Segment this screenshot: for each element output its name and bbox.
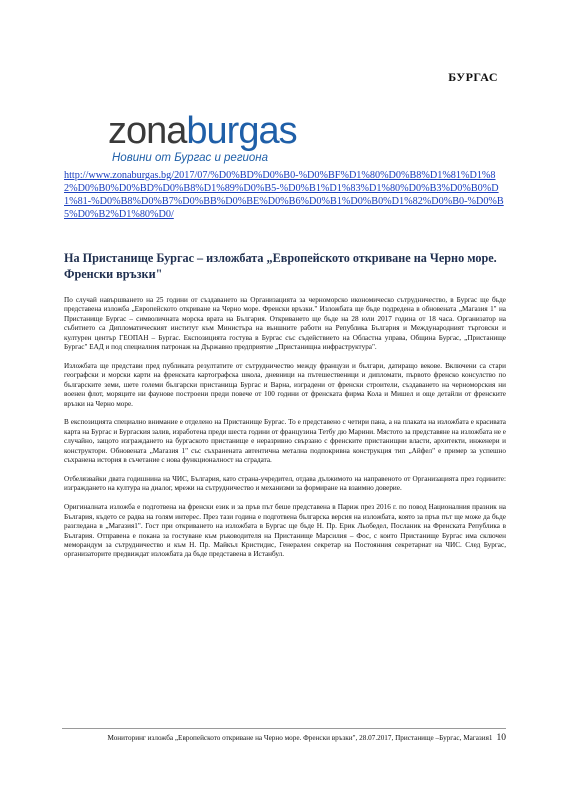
logo-tagline: Новини от Бургас и региона <box>112 152 269 164</box>
footer-divider <box>62 728 506 729</box>
article-body <box>64 296 506 569</box>
logo-wordmark <box>108 112 308 150</box>
article-paragraph: По случай навършването на 25 години от създаването на Организацията за черноморско икономическо сътрудничество, в Бургас ще бъде представена изложба „Европейското откриване на Черно море. Френски връзки." Изложбата ще бъде подредена в обновената „Магазия 1" на Пристанище Бургас – символичната морска врата на България. Откриването ще бъде на 28 юли 2017 година от 18 часа. Организатор на събитието са Дипломатическият институт към Министъра на външните работи на Република България и Международният търговски и културен център ГЕОПАН – Бургас. Експозицията гостува в Бургас със съдействието на Областна управа, Община Бургас, „Пристанище Бургас" ЕАД и под специалния патронаж на Държавно предприятие „Пристанищна инфраструктура". <box>64 296 506 352</box>
article-paragraph: Оригиналната изложба е подготвена на френски език и за пръв път беше представена в Париж през 2016 г. по повод Националния празник на България, където се радва на голям интерес. През тази година е подготвена българска версия на изложбата, която за пръв път ще може да бъде разгледана в „Магазия1". Гост при откриването на изложбата в Бургас ще бъде Н. Пр. Ерик Льобедел, Посланик на Френската Република в България. Отправена е покана за гостуване към ръководителя на Пристанище Марсилия – Фос, с които Пристанище Бургас има сключен меморандум за сътрудничество и към Н. Пр. Майкъл Кристидис, Генерален секретар на Постоянния секретариат на ЧИС. След Бургас, организаторите предвиждат изложбата да бъде представена в Истанбул. <box>64 503 506 559</box>
page-footer <box>62 733 506 743</box>
article-url-link[interactable]: http://www.zonaburgas.bg/2017/07/%D0%BD%D0%B0-%D0%BF%D1%80%D0%B8%D1%81%D1%82%D0%B0%D0%BD%D0%B8%D1%89%D0%B5-%D0%B1%D1%83%D1%80%D0%B3%D0%B0%D1%81-%D0%B8%D0%B7%D0%BB%D0%BE%D0%B6%D0%B1%D0%B0%D1%82%D0%B0-%D0%B5%D0%B2%D1%80%D0/ <box>64 170 504 220</box>
city-label: БУРГАС <box>448 70 498 84</box>
footer-citation: Мониторинг изложба „Европейското откриване на Черно море. Френски връзки", 28.07.2017, Пристанище –Бургас, Магазия1 <box>107 734 493 742</box>
logo-word-burgas: burgas <box>186 110 297 152</box>
article-paragraph: Изложбата ще представи пред публиката резултатите от сътрудничество между французи и българи, датиращо векове. Включени са стари географски и морски карти на френската картографска школа, дневници на пътешественици и дипломати, първото френско консулство по българските земи, шете големи български пристанища Бургас и Варна, изградени от френски строители, създаването на черноморския ни военен флот, моряците ни фаунове построени преди повече от 100 години от френската фирма Кола и Мишел и още детайли от френските връзки на Черно море. <box>64 361 506 408</box>
zonaburgas-logo <box>108 112 308 164</box>
article-title: На Пристанище Бургас – изложбата „Европейското откриване на Черно море. Френски връзки" <box>64 251 497 281</box>
article-paragraph: В експозицията специално внимание е отделено на Пристанище Бургас. То е представено с четири пана, а на плаката на изложбата е красивата карта на Бургас и Бургаския залив, изработена преди шеста години от французина Тетбу дю Марини. Мястото за представяне на изложбата не е случайно, защото изграждането на бургаското пристанище е неразривно свързано с френските пристанищни власти, архитекти, инженери и конструктори. Обновената „Магазия 1" със съхранената автентична метална подпокривна конструкция тип „Айфел" е пример за успешно съхранена история в съчетание с нова функционалност на сградата. <box>64 418 506 465</box>
page-number: 10 <box>496 733 506 743</box>
logo-word-zona: zona <box>108 110 187 152</box>
article-paragraph: Отбелязвайки двата годишнина на ЧИС, България, като страна-учредител, отдава дължимото на направеното от Организацията през годините: изграждането на култура на диалог, мрежи на сътрудничество и механизми за формиране на взаимно доверие. <box>64 475 506 493</box>
